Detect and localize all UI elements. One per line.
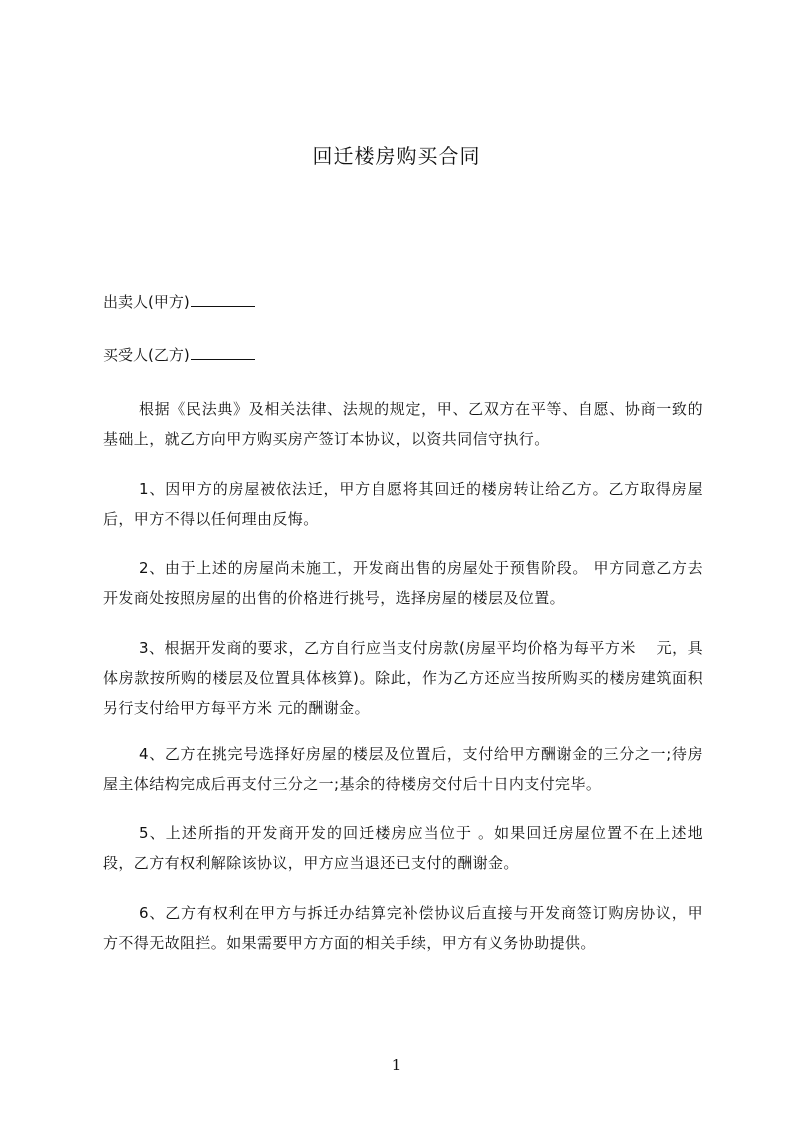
seller-label: 出卖人(甲方) xyxy=(103,293,190,311)
clause-paragraph: 2、由于上述的房屋尚未施工，开发商出售的房屋处于预售阶段。 甲方同意乙方去开发商处按照房屋的出售的价格进行挑号，选择房屋的楼层及位置。 xyxy=(103,559,703,607)
clause-paragraph: 5、上述所指的开发商开发的回迁楼房应当位于 。如果回迁房屋位置不在上述地段，乙方有权利解除该协议，甲方应当退还已支付的酬谢金。 xyxy=(103,824,703,872)
clause-paragraph: 6、乙方有权利在甲方与拆迁办结算完补偿协议后直接与开发商签订购房协议，甲方不得无故阻拦。如果需要甲方方面的相关手续，甲方有义务协助提供。 xyxy=(103,904,703,952)
document-title: 回迁楼房购买合同 xyxy=(312,144,481,168)
clause-paragraph: 1、因甲方的房屋被依法迁，甲方自愿将其回迁的楼房转让给乙方。乙方取得房屋后，甲方不得以任何理由反悔。 xyxy=(103,480,703,528)
seller-line xyxy=(103,288,703,316)
buyer-blank xyxy=(191,341,255,360)
buyer-line xyxy=(103,341,703,369)
page-number: 1 xyxy=(391,1056,402,1074)
buyer-label: 买受人(乙方) xyxy=(103,346,190,364)
seller-blank xyxy=(191,288,255,307)
clause-paragraph: 3、根据开发商的要求，乙方自行应当支付房款(房屋平均价格为每平方米 元，具体房款按所购的楼层及位置具体核算)。除此，作为乙方还应当按所购买的楼房建筑面积另行支付给甲方每平方米 元的酬谢金。 xyxy=(103,639,703,717)
preamble-paragraph: 根据《民法典》及相关法律、法规的规定，甲、乙双方在平等、自愿、协商一致的基础上，就乙方向甲方购买房产签订本协议，以资共同信守执行。 xyxy=(103,400,703,448)
clause-paragraph: 4、乙方在挑完号选择好房屋的楼层及位置后，支付给甲方酬谢金的三分之一;待房屋主体结构完成后再支付三分之一;基余的待楼房交付后十日内支付完毕。 xyxy=(103,745,703,793)
